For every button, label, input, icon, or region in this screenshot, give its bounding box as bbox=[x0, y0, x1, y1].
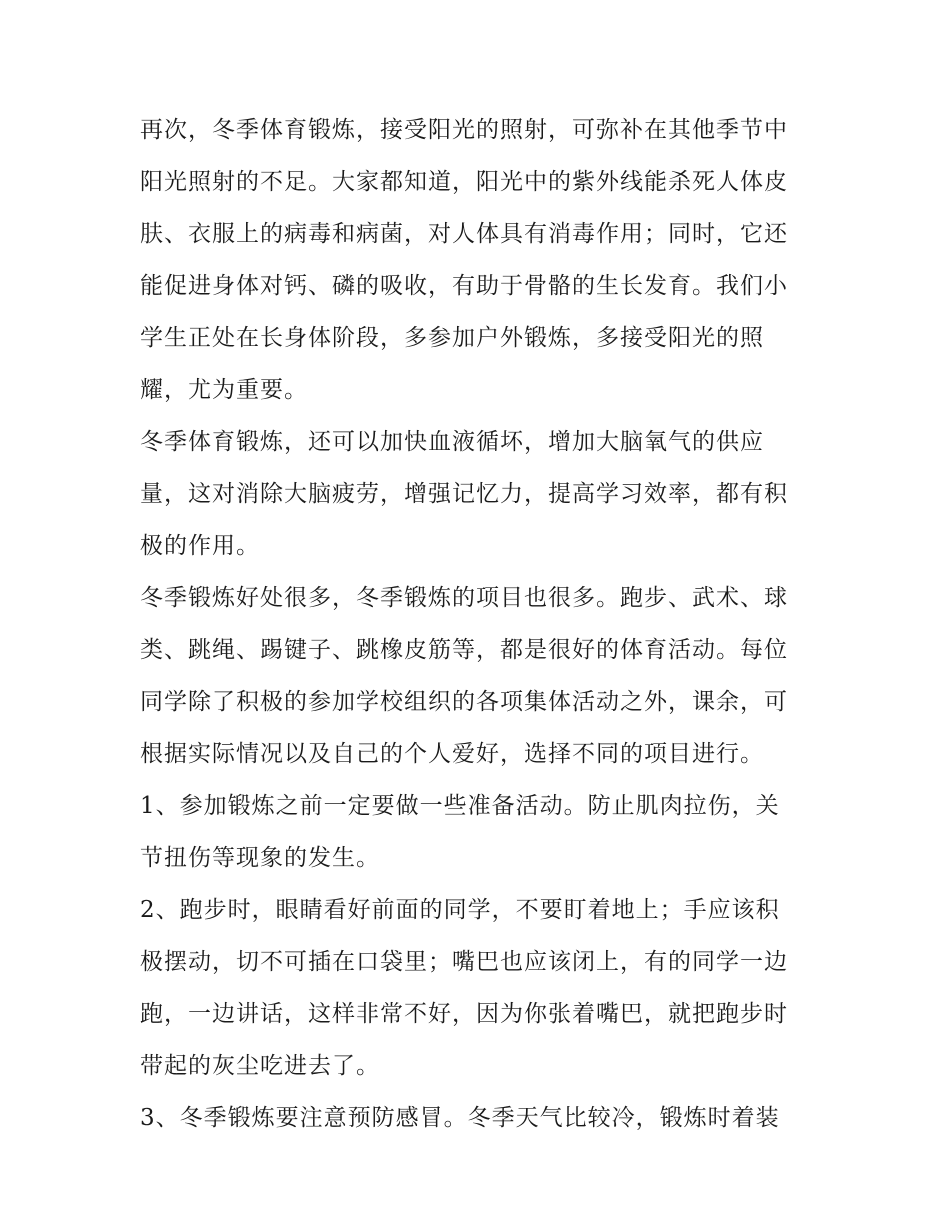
list-item-running: 2、跑步时，眼睛看好前面的同学，不要盯着地上；手应该积 极摆动，切不可插在口袋里；嘴巴也应该闭上，有的同学一边 跑，一边讲话，这样非常不好，因为你张着嘴巴，就把跑步时 带起的灰尘吃进去了。 bbox=[140, 897, 788, 1079]
list-item-cold-prevention: 3、冬季锻炼要注意预防感冒。冬季天气比较冷，锻炼时着装 bbox=[140, 1105, 780, 1131]
document-body bbox=[140, 104, 820, 1144]
list-item-warmup: 1、参加锻炼之前一定要做一些准备活动。防止肌肉拉伤，关 节扭伤等现象的发生。 bbox=[140, 793, 780, 871]
paragraph-exercise-items: 冬季锻炼好处很多，冬季锻炼的项目也很多。跑步、武术、球 类、跳绳、踢键子、跳橡皮筋等，都是很好的体育活动。每位 同学除了积极的参加学校组织的各项集体活动之外，课余，可 根据实际情况以及自己的个人爱好，选择不同的项目进行。 bbox=[140, 585, 788, 767]
paragraph-blood-circulation: 冬季体育锻炼，还可以加快血液循坏，增加大脑氧气的供应 量，这对消除大脑疲劳，增强记忆力，提高学习效率，都有积 极的作用。 bbox=[140, 429, 788, 559]
paragraph-sunlight: 再次，冬季体育锻炼，接受阳光的照射，可弥补在其他季节中 阳光照射的不足。大家都知道，阳光中的紫外线能杀死人体皮 肤、衣服上的病毒和病菌，对人体具有消毒作用；同时，它还 能促进身体对钙、磷的吸收，有助于骨骼的生长发育。我们小 学生正处在长身体阶段，多参加户外锻炼，多接受阳光的照 耀，尤为重要。 bbox=[140, 117, 788, 403]
